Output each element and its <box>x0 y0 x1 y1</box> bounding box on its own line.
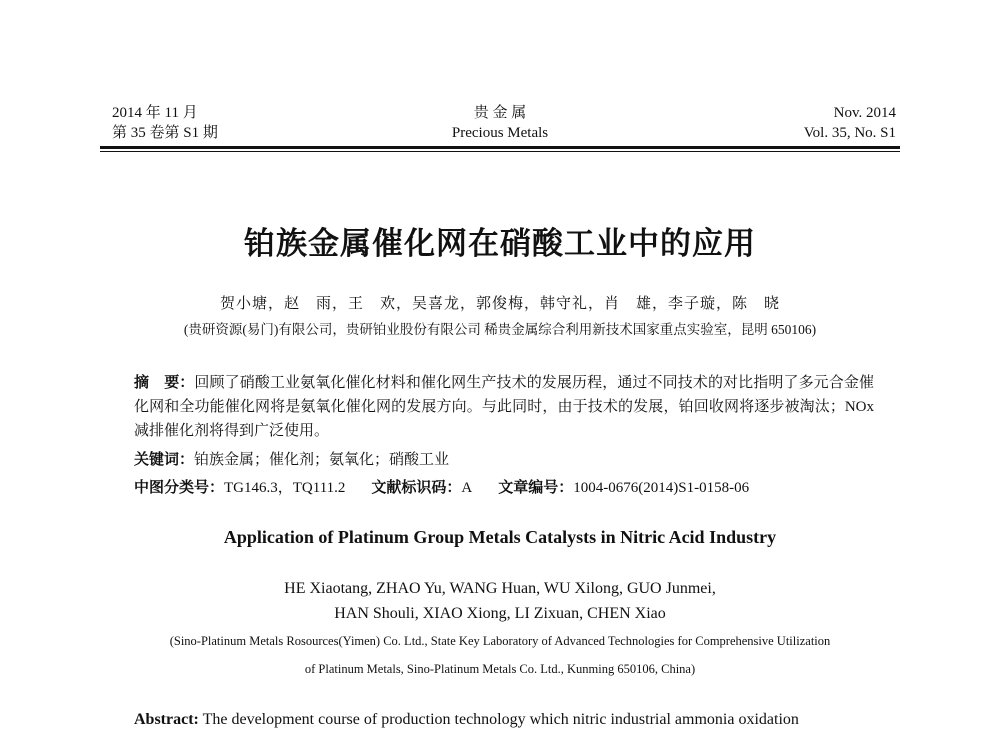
header-rule-thin <box>100 151 900 152</box>
paper-title-cn: 铂族金属催化网在硝酸工业中的应用 <box>244 226 756 262</box>
doc-code-value: A <box>461 480 473 496</box>
paper-title-en: Application of Platinum Group Metals Catalysts in Nitric Acid Industry <box>223 527 777 547</box>
abstract-en <box>134 711 799 729</box>
keywords-cn <box>134 448 449 469</box>
affiliation-cn: (贵研资源(易门)有限公司，贵研铂业股份有限公司 稀贵金属综合利用新技术国家重点实验室，昆明 650106) <box>183 322 817 337</box>
header-date: 2014 年 11 月 <box>112 105 198 121</box>
author-list-cn: 贺小塘，赵 雨，王 欢，吴喜龙，郭俊梅，韩守礼，肖 雄，李子璇，陈 晓 <box>219 296 780 312</box>
clc-value: TG146.3，TQ111.2 <box>224 480 346 496</box>
abstract-label-en: Abstract: <box>134 711 199 728</box>
doc-code-label: 文献标识码： <box>371 478 462 496</box>
classification-line <box>134 476 749 497</box>
author-list-en-line1: HE Xiaotang, ZHAO Yu, WANG Huan, WU Xilong, GUO Junmei, <box>284 580 716 597</box>
keywords-text-cn: 铂族金属；催化剂；氨氧化；硝酸工业 <box>194 452 450 468</box>
journal-name-en: Precious Metals <box>451 125 549 141</box>
abstract-text-en: The development course of production technology which nitric industrial ammonia oxidation <box>202 711 799 728</box>
affiliation-en-line1: (Sino-Platinum Metals Rosources(Yimen) Co. Ltd., State Key Laboratory of Advanced Technologies for Comprehensive Utilization <box>169 634 831 648</box>
article-no-label: 文章编号： <box>498 478 574 496</box>
keywords-label-cn: 关键词： <box>134 450 195 468</box>
clc-label: 中图分类号： <box>134 478 225 496</box>
header-date-en: Nov. 2014 <box>833 105 896 121</box>
header-volume-issue: 第 35 卷第 S1 期 <box>112 125 218 141</box>
affiliation-en-line2: of Platinum Metals, Sino-Platinum Metals Co. Ltd., Kunming 650106, China) <box>304 662 696 676</box>
header-rule-thick <box>100 146 900 149</box>
header-volume-issue-en: Vol. 35, No. S1 <box>803 125 896 141</box>
journal-name-cn: 贵 金 属 <box>473 105 527 121</box>
journal-date-issue-en <box>804 104 896 144</box>
abstract-text-cn: 回顾了硝酸工业氨氧化催化材料和催化网生产技术的发展历程，通过不同技术的对比指明了多元合金催化网和全功能催化网将是氨氧化催化网的发展方向。与此同时，由于技术的发展，铂回收网将逐步被淘汰；NOx减排催化剂将得到广泛使用。 <box>134 375 874 439</box>
abstract-cn <box>134 370 874 443</box>
abstract-label-cn: 摘 要： <box>134 373 195 391</box>
author-list-en-line2: HAN Shouli, XIAO Xiong, LI Zixuan, CHEN Xiao <box>334 605 666 622</box>
article-no-value: 1004-0676(2014)S1-0158-06 <box>573 480 750 496</box>
